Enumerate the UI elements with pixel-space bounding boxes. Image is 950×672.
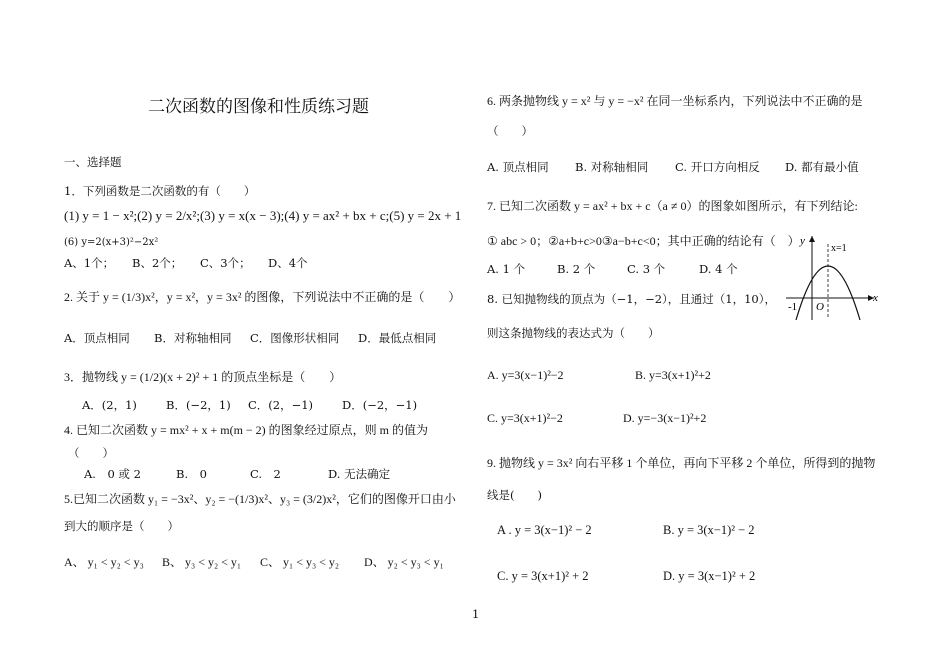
- parabola-figure: [782, 230, 882, 322]
- option-a[interactable]: A. 0 或 2: [84, 467, 141, 481]
- question-6-options: [487, 160, 859, 174]
- question-9-stem: 9. 抛物线 y = 3x² 向右平移 1 个单位，再向下平移 2 个单位，所得到的抛物: [487, 456, 876, 470]
- question-8-options-row-2: [487, 411, 706, 425]
- question-1-stem: 1．下列函数是二次函数的有（ ）: [64, 184, 256, 198]
- question-8-options-row-1: [487, 368, 711, 382]
- question-1-function-6: (6) y=2(x+3)²−2x²: [64, 237, 159, 248]
- option-b[interactable]: B、2个；: [132, 256, 183, 270]
- option-a[interactable]: A. 1 个: [487, 262, 526, 276]
- option-b[interactable]: B. 2 个: [557, 262, 596, 276]
- question-3-stem: 3．抛物线 y = (1/2)(x + 2)² + 1 的顶点坐标是（ ）: [64, 370, 342, 384]
- question-7-options: [487, 262, 738, 276]
- option-c[interactable]: C．(2，−1): [248, 398, 314, 412]
- page-number: 1: [472, 607, 480, 621]
- option-a[interactable]: A. 顶点相同: [487, 160, 549, 174]
- option-c[interactable]: C、 y₁ < y₃ < y₂: [260, 555, 340, 569]
- question-9-options-row-1: [497, 523, 755, 537]
- option-d[interactable]: D. 都有最小值: [785, 160, 859, 174]
- origin-label: O: [816, 301, 824, 313]
- question-4-paren: （ ）: [68, 446, 114, 460]
- option-a[interactable]: A．(2，1): [82, 398, 137, 412]
- question-3-options: [82, 398, 417, 412]
- question-6-paren: （ ）: [487, 124, 533, 138]
- axis-of-symmetry-label: x=1: [831, 243, 847, 254]
- option-c[interactable]: C. y=3(x+1)²−2: [487, 411, 563, 425]
- question-1-functions: (1) y = 1 − x²;(2) y = 2/x²;(3) y = x(x − 3);(4) y = ax² + bx + c;(5) y = 2x + 1: [64, 208, 462, 223]
- option-d[interactable]: D. 4 个: [699, 262, 738, 276]
- question-8-stem-2: 则这条抛物线的表达式为（ ）: [487, 326, 660, 340]
- option-b[interactable]: B. 0: [176, 467, 207, 481]
- question-9-options-row-2: [497, 569, 755, 583]
- neg-one-label: -1: [788, 301, 798, 313]
- option-c[interactable]: C. 2: [250, 467, 281, 481]
- option-c[interactable]: C．图像形状相同: [250, 331, 340, 345]
- question-7-conclusions: ① abc > 0；②a+b+c>0③a−b+c<0；其中正确的结论有（ ）: [487, 234, 800, 248]
- option-c[interactable]: C、3个；: [200, 256, 251, 270]
- option-b[interactable]: B. y=3(x+1)²+2: [635, 368, 711, 382]
- option-b[interactable]: B．对称轴相同: [154, 331, 232, 345]
- question-1-options: [64, 256, 308, 270]
- option-b[interactable]: B、 y₃ < y₂ < y₁: [162, 555, 242, 569]
- option-d[interactable]: D、 y₂ < y₃ < y₁: [364, 555, 444, 569]
- option-a[interactable]: A . y = 3(x−1)² − 2: [497, 523, 592, 537]
- option-c[interactable]: C. 3 个: [627, 262, 666, 276]
- option-d[interactable]: D．最低点相同: [358, 331, 437, 345]
- option-a[interactable]: A、1个；: [64, 256, 115, 270]
- page-title: 二次函数的图像和性质练习题: [148, 97, 369, 117]
- question-2-stem: 2. 关于 y = (1/3)x²，y = x²，y = 3x² 的图像，下列说法中不正确的是（ ）: [64, 290, 461, 304]
- option-d[interactable]: D、4个: [268, 256, 308, 270]
- option-b[interactable]: B. y = 3(x−1)² − 2: [663, 523, 755, 537]
- option-a[interactable]: A、 y₁ < y₂ < y₃: [64, 555, 144, 569]
- question-8-stem: 8. 已知抛物线的顶点为（−1，−2），且通过（1，10），: [487, 292, 776, 306]
- option-c[interactable]: C. 开口方向相反: [675, 160, 760, 174]
- option-a[interactable]: A．顶点相同: [64, 331, 130, 345]
- section-heading: 一、选择题: [64, 155, 122, 169]
- option-a[interactable]: A. y=3(x−1)²−2: [487, 368, 564, 382]
- question-9-stem-2: 线是( ): [487, 488, 542, 502]
- option-d[interactable]: D. y=−3(x−1)²+2: [623, 411, 707, 425]
- question-7-stem: 7. 已知二次函数 y = ax² + bx + c（a ≠ 0）的图象如图所示，有下列结论:: [487, 199, 858, 213]
- y-label: y: [800, 235, 805, 247]
- question-4-options: [84, 467, 390, 481]
- option-d[interactable]: D. 无法确定: [328, 467, 391, 481]
- question-4-stem: 4. 已知二次函数 y = mx² + x + m(m − 2) 的图象经过原点，则 m 的值为: [64, 423, 428, 437]
- option-d[interactable]: D. y = 3(x−1)² + 2: [663, 569, 756, 583]
- question-2-options: [64, 331, 436, 345]
- question-5-stem-2: 到大的顺序是（ ）: [64, 519, 179, 533]
- question-6-stem: 6. 两条抛物线 y = x² 与 y = −x² 在同一坐标系内，下列说法中不正确的是: [487, 94, 863, 108]
- option-b[interactable]: B. 对称轴相同: [575, 160, 649, 174]
- option-b[interactable]: B．(−2，1): [166, 398, 231, 412]
- option-d[interactable]: D．(−2，−1): [342, 398, 418, 412]
- question-5-options: [64, 555, 444, 569]
- x-label: x: [873, 292, 878, 304]
- question-5-stem: 5.已知二次函数 y₁ = −3x²、y₂ = −(1/3)x²、y₃ = (3/2)x²，它们的图像开口由小: [64, 492, 456, 506]
- option-c[interactable]: C. y = 3(x+1)² + 2: [497, 569, 589, 583]
- y-axis-arrow: [809, 236, 815, 242]
